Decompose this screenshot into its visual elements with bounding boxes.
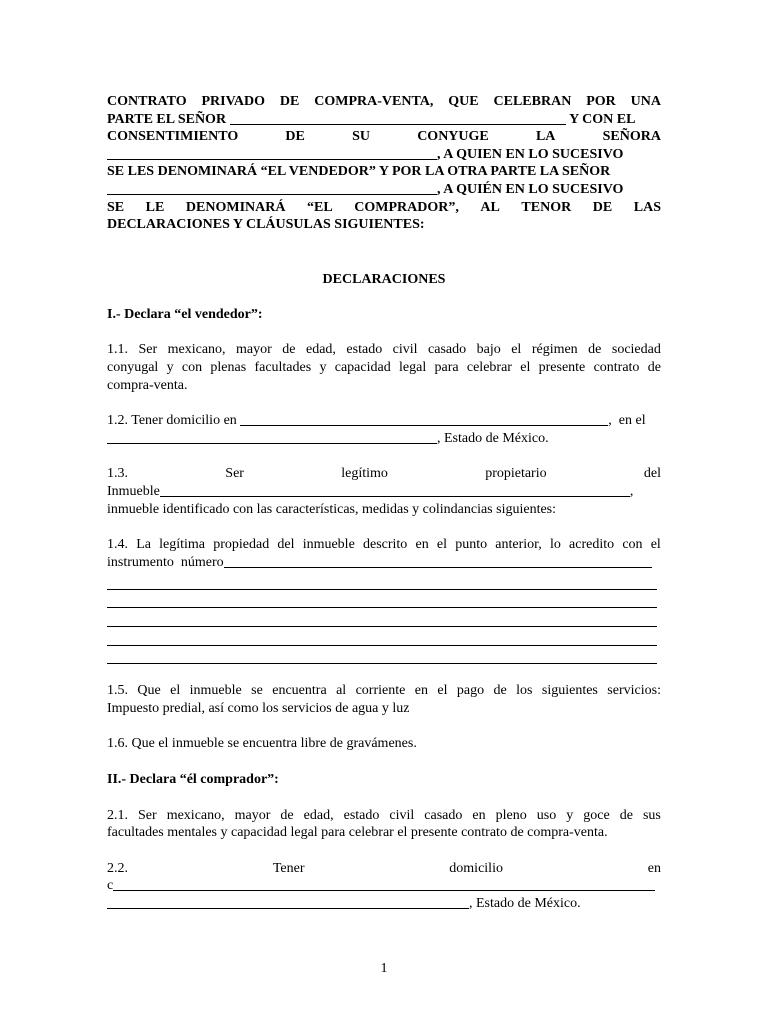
clause-1-5-line-1-word: 1.5. (107, 683, 128, 699)
title-line-3 (107, 128, 661, 146)
title-line-6 (107, 181, 661, 199)
clause-1-4-line-1-word: el (436, 537, 448, 553)
clause-1-5-line-1-word: inmueble (189, 683, 242, 699)
clause-1-5-line-1-word: el (170, 683, 181, 699)
clause-1-3-line-1-word: propietario (485, 466, 547, 482)
property-details-line-1[interactable] (107, 571, 657, 590)
clause-2-1-line-1-word: sus (642, 807, 661, 823)
clause-2-2-line-1 (107, 860, 661, 878)
clause-2-1-line-1-word: civil (389, 807, 415, 823)
clause-1-5-line-1 (107, 682, 661, 700)
clause-1-1 (107, 341, 661, 394)
clause-2-1-line-1-word: casado (424, 807, 463, 823)
clause-1-1-line-3 (107, 377, 661, 395)
clause-1-1-line-2-word: facultades (254, 359, 312, 375)
clause-1-4-line-1-word: La (136, 537, 151, 553)
clause-1-1-line-1-word: mayor (236, 342, 272, 358)
clause-1-2-line-2 (107, 430, 661, 448)
title-line-3-word: CONYUGE (417, 129, 489, 145)
clause-1-4-line-1-word: 1.4. (107, 537, 128, 553)
clause-1-2-prefix: 1.2. Tener domicilio en (107, 413, 237, 429)
title-line-1-word: UNA (630, 94, 661, 109)
clause-1-5-line-2-text: Impuesto predial, así como los servicios de agua y luz (107, 700, 410, 716)
clause-2-1-line-1-word: en (472, 807, 486, 823)
clause-1-5-line-1-word: los (516, 683, 533, 699)
title-line-7 (107, 199, 661, 217)
clause-1-5-line-1-word: encuentra (272, 683, 327, 699)
title-line-1-word: CONTRATO (107, 94, 187, 109)
clause-1-4-line-1-word: acredito (569, 537, 615, 553)
clause-1-1-line-1-word: régimen (531, 342, 578, 358)
clause-1-1-line-2-word: y (319, 359, 327, 375)
title-line-3-word: CONSENTIMIENTO (107, 129, 239, 145)
clause-1-4-line-1-word: inmueble (302, 537, 355, 553)
clause-2-1 (107, 807, 661, 842)
clause-1-1-line-1-word: Ser (138, 342, 158, 358)
seller-name-blank[interactable] (230, 111, 566, 125)
vendedor-heading: I.- Declara “el vendedor”: (107, 306, 263, 322)
clause-1-3-line-2-suffix: , (629, 483, 634, 499)
title-line-7-word: SE (107, 199, 125, 215)
clause-1-4-line-1-word: anterior, (495, 537, 542, 553)
title-line-1-word: COMPRA-VENTA, (314, 94, 434, 109)
clause-1-4 (107, 536, 661, 664)
clause-1-4-line-1-word: propiedad (213, 537, 270, 553)
title-line-7-word: LE (145, 199, 165, 215)
clause-1-4-line-2 (107, 554, 661, 572)
clause-2-2-line-2-prefix: c (107, 878, 114, 894)
title-line-2 (107, 111, 661, 129)
clause-1-4-line-1-word: del (277, 537, 295, 553)
title-line-7-word: TENOR (521, 199, 572, 215)
clause-1-3-line-1 (107, 465, 661, 483)
clause-2-1-line-2-text: facultades mentales y capacidad legal para celebrar el presente contrato de compra-venta. (107, 825, 608, 841)
clause-1-1-line-2-word: celebrar (466, 359, 512, 375)
clause-1-1-line-1-word: el (511, 342, 522, 358)
clause-1-1-line-2-word: capacidad (334, 359, 391, 375)
clause-1-2-suffix: , Estado de México. (437, 430, 549, 446)
clause-1-4-line-1-word: lo (549, 537, 561, 553)
clause-2-1-line-1-word: mexicano, (166, 807, 225, 823)
clause-1-2-middle: , en el (608, 413, 646, 429)
clause-1-3-line-1-word: Ser (225, 466, 244, 482)
clause-1-4-line-1-word: con (622, 537, 643, 553)
clause-1-1-line-2-word: contrato (593, 359, 640, 375)
clause-1-2-line-1 (107, 412, 661, 430)
clause-1-5-line-1-word: Que (137, 683, 161, 699)
clause-2-1-line-2 (107, 824, 661, 842)
title-line-7-word: DENOMINARÁ (185, 199, 286, 215)
clause-2-1-line-1-word: goce (583, 807, 610, 823)
clause-1-3-line-1-word: legítimo (341, 466, 388, 482)
clause-1-3 (107, 465, 661, 518)
title-line-8-text: DECLARACIONES Y CLÁUSULAS SIGUIENTES: (107, 217, 425, 233)
clause-1-4-line-1-word: descrito (362, 537, 408, 553)
clause-2-1-line-1-word: de (280, 807, 294, 823)
title-line-1-word: PRIVADO (201, 94, 266, 109)
clause-1-4-line-1-word: punto (455, 537, 488, 553)
clause-1-1-line-1-word: estado (346, 342, 383, 358)
clause-2-2-line-3-suffix: , Estado de México. (469, 896, 581, 911)
clause-1-1-line-1-word: sociedad (611, 342, 661, 358)
clause-1-1-line-2-word: con (181, 359, 203, 375)
clause-2-1-line-1-word: edad, (303, 807, 334, 823)
clause-1-3-line-2-prefix: Inmueble (107, 483, 160, 499)
clause-1-5-line-1-word: pago (456, 683, 485, 699)
clause-1-1-line-1 (107, 341, 661, 359)
clause-1-1-line-2 (107, 359, 661, 377)
clause-1-3-line-3-text: inmueble identificado con las características, medidas y colindancias siguientes: (107, 501, 557, 517)
clause-1-1-line-2-word: plenas (210, 359, 247, 375)
clause-1-5-line-1-word: corriente (355, 683, 406, 699)
clause-2-1-line-1-word: de (619, 807, 633, 823)
property-details-line-5[interactable] (107, 646, 657, 665)
clause-2-2-line-1-word: Tener (272, 860, 305, 876)
clause-1-1-line-1-word: bajo (476, 342, 501, 358)
title-line-1 (107, 93, 661, 111)
title-line-3-word: SEÑORA (602, 129, 661, 145)
clause-2-1-line-1-word: estado (343, 807, 380, 823)
contract-title (107, 93, 661, 234)
title-line-4 (107, 146, 661, 164)
property-blank[interactable] (160, 483, 630, 497)
clause-2-2-line-1-word: 2.2. (107, 860, 128, 876)
declaraciones-heading: DECLARACIONES (322, 271, 446, 287)
clause-1-4-line-2-prefix: instrumento número (107, 554, 224, 570)
seller-address-blank[interactable] (240, 412, 608, 426)
title-line-5-text: SE LES DENOMINARÁ “EL VENDEDOR” Y POR LA OTRA PARTE LA SEÑOR (107, 164, 611, 180)
clause-1-3-line-1-word: 1.3. (107, 466, 128, 482)
clause-1-1-line-1-word: mexicano, (167, 342, 226, 358)
title-line-4-suffix: , A QUIEN EN LO SUCESIVO (437, 146, 624, 162)
title-line-3-word: LA (535, 129, 556, 145)
clause-1-5-line-1-word: siguientes (541, 683, 598, 699)
clause-1-1-line-2-word: presente (538, 359, 586, 375)
title-line-6-suffix: , A QUIÉN EN LO SUCESIVO (437, 181, 624, 197)
title-line-3-word: DE (285, 129, 305, 145)
property-details-line-3[interactable] (107, 608, 657, 627)
clause-1-2 (107, 412, 661, 447)
clause-1-1-line-2-word: conyugal (107, 359, 159, 375)
clause-1-1-line-1-word: casado (428, 342, 467, 358)
clause-1-1-line-1-word: edad, (306, 342, 336, 358)
clause-2-1-line-1-word: mayor (234, 807, 271, 823)
clause-1-1-line-2-word: para (434, 359, 459, 375)
clause-1-3-line-1-word: del (643, 466, 661, 482)
clause-2-1-line-1 (107, 807, 661, 825)
title-line-8 (107, 216, 661, 234)
clause-1-1-line-1-word: de (588, 342, 602, 358)
title-line-7-word: AL (480, 199, 500, 215)
clause-2-2-line-1-word: en (647, 860, 661, 876)
clause-2-1-line-1-word: 2.1. (107, 807, 128, 823)
title-line-3-word: SU (352, 129, 370, 145)
seller-address-blank-2[interactable] (107, 430, 437, 444)
buyer-address-blank[interactable] (113, 877, 655, 891)
page-number: 1 (380, 961, 388, 976)
clause-1-5-line-1-word: de (493, 683, 507, 699)
clause-2-2-line-2 (107, 877, 661, 895)
clause-1-5-line-1-word: se (251, 683, 263, 699)
title-line-2-suffix: Y CON EL (569, 111, 636, 127)
clause-1-5-line-1-word: al (336, 683, 347, 699)
clause-2-1-line-1-word: pleno (495, 807, 527, 823)
clause-1-5-line-1-word: en (414, 683, 428, 699)
clause-2-1-line-1-word: Ser (138, 807, 157, 823)
clause-1-3-line-2 (107, 483, 661, 501)
property-details-line-4[interactable] (107, 627, 657, 646)
clause-1-1-line-2-word: legal (399, 359, 427, 375)
clause-2-2-line-3 (107, 895, 661, 913)
clause-1-4-line-1-word: legítima (159, 537, 206, 553)
clause-1-1-line-2-word: de (647, 359, 661, 375)
clause-2-2-line-1-word: domicilio (449, 860, 503, 876)
clause-1-4-line-1-word: el (650, 537, 661, 553)
clause-2-2 (107, 860, 661, 913)
clause-1-4-line-1 (107, 536, 661, 554)
title-line-1-word: DE (279, 94, 300, 109)
title-line-7-word: DE (592, 199, 613, 215)
clause-1-1-line-1-word: civil (392, 342, 418, 358)
clause-1-6: 1.6. Que el inmueble se encuentra libre de gravámenes. (107, 736, 417, 752)
title-line-7-word: “EL (307, 199, 333, 215)
property-details-line-2[interactable] (107, 590, 657, 609)
clause-1-5-line-2 (107, 700, 661, 718)
buyer-address-blank-2[interactable] (107, 895, 469, 909)
title-line-5 (107, 163, 661, 181)
buyer-name-blank[interactable] (107, 181, 437, 195)
clause-2-1-line-1-word: uso (536, 807, 557, 823)
title-line-1-word: POR (586, 94, 616, 109)
clause-1-1-line-3-text: compra-venta. (107, 377, 188, 393)
title-line-7-word: COMPRADOR”, (354, 199, 459, 215)
clause-1-1-line-2-word: el (520, 359, 531, 375)
clause-1-4-line-1-word: en (415, 537, 429, 553)
title-line-7-word: LAS (633, 199, 661, 215)
spouse-name-blank[interactable] (107, 146, 437, 160)
clause-2-1-line-1-word: y (566, 807, 574, 823)
title-line-2-prefix: PARTE EL SEÑOR (107, 111, 227, 127)
comprador-heading: II.- Declara “él comprador”: (107, 772, 279, 788)
clause-1-5-line-1-word: el (437, 683, 448, 699)
clause-1-5 (107, 682, 661, 717)
clause-1-1-line-2-word: y (166, 359, 174, 375)
instrument-number-blank[interactable] (224, 554, 652, 568)
title-line-1-word: QUE (448, 94, 479, 109)
clause-1-1-line-1-word: de (282, 342, 296, 358)
clause-1-5-line-1-word: servicios: (607, 683, 661, 699)
contract-page (107, 93, 661, 913)
clause-1-3-line-3 (107, 501, 661, 519)
clause-1-1-line-1-word: 1.1. (107, 342, 128, 358)
title-line-1-word: CELEBRAN (493, 94, 572, 109)
